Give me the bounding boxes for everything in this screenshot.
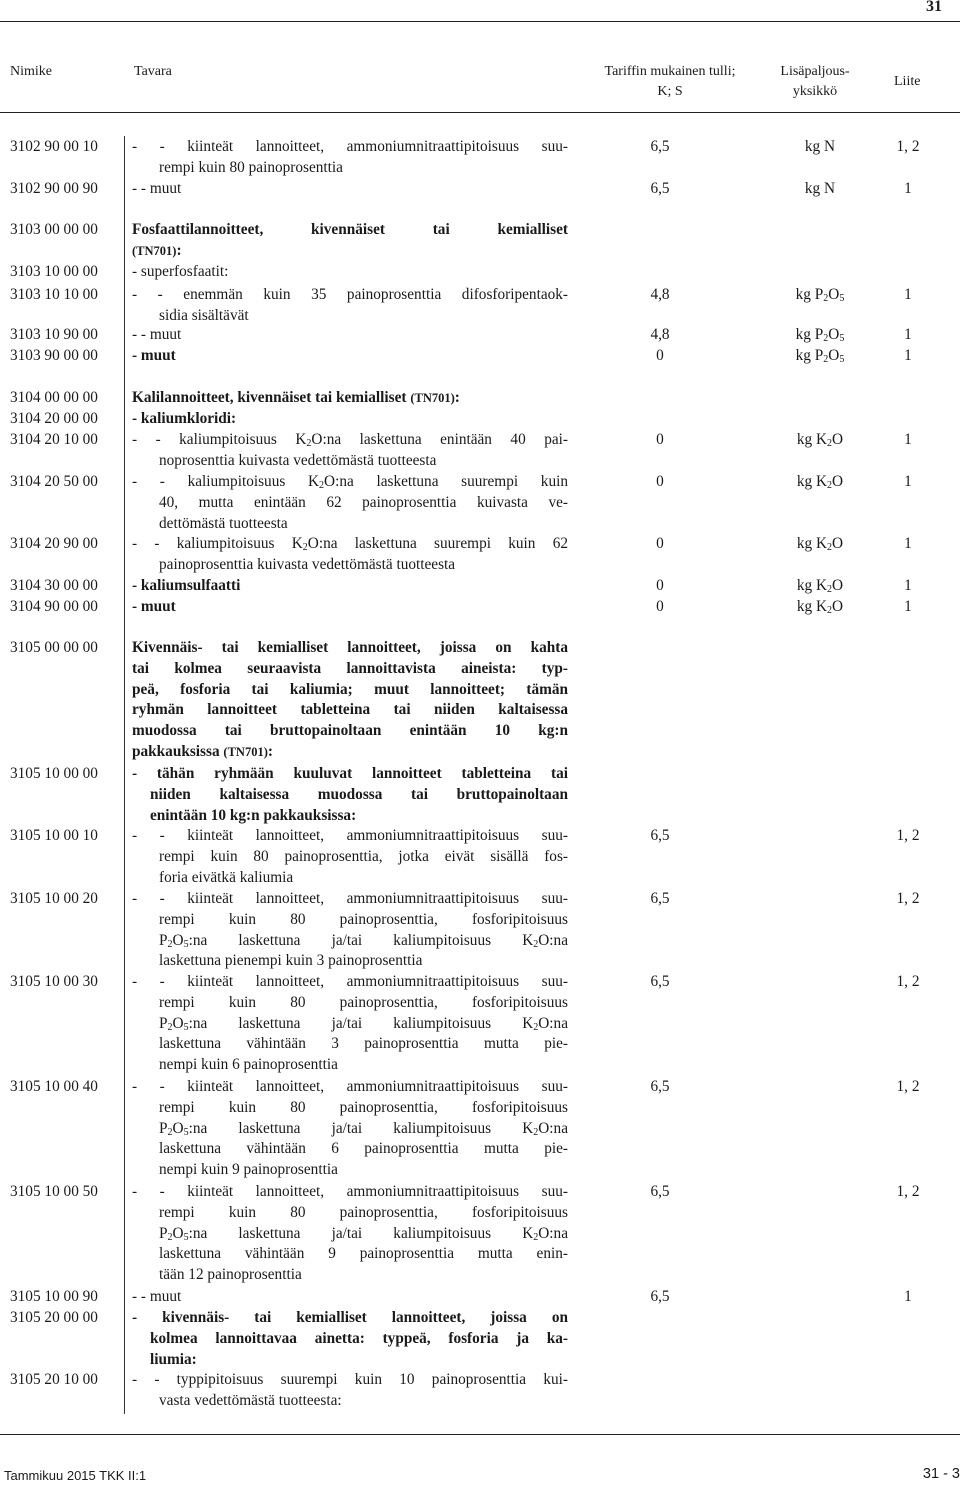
description-line: - - muut: [132, 1288, 182, 1305]
description-line: - - kiinteät lannoitteet, ammoniumnitraattipitoisuus suu-: [132, 827, 568, 844]
tariff-duty: 6,5: [650, 827, 670, 844]
supplementary-unit: kg $P_2O_5$: [795, 326, 845, 344]
header-tulli: [590, 62, 750, 102]
tariff-description: [132, 1287, 568, 1308]
description-line: enintään 10 kg:n pakkauksissa:: [150, 806, 357, 824]
tariff-description: [132, 137, 568, 179]
description-line: - - enemmän kuin 35 painoprosenttia difosforipentaok-: [132, 286, 568, 303]
description-line: - kaliumkloridi:: [132, 410, 237, 427]
tariff-duty: 6,5: [650, 1078, 670, 1095]
tariff-code: 3104 20 10 00: [10, 431, 98, 448]
description-line: muodossa tai bruttopainoltaan enintään 10 kg:n: [132, 722, 568, 740]
tariff-code: 3105 10 00 40: [10, 1078, 98, 1095]
annex-note: 1: [904, 286, 912, 303]
column-divider: [124, 136, 125, 1414]
top-rule: [0, 21, 960, 22]
tariff-code: 3102 90 00 90: [10, 180, 98, 197]
tariff-code: 3105 10 00 10: [10, 827, 98, 844]
header-tulli-line1: Tariffin mukainen tulli;: [604, 64, 736, 79]
description-line: peä, fosforia tai kaliumia; muut lannoitteet; tämän: [132, 680, 568, 698]
annex-note: 1: [904, 473, 912, 490]
tariff-description: [132, 262, 568, 283]
tariff-description: [132, 179, 568, 200]
tariff-duty: 0: [656, 577, 664, 594]
annex-note: 1: [904, 535, 912, 552]
description-line: laskettuna vähintään 6 painoprosenttia mutta pie-: [159, 1140, 568, 1158]
description-line: ryhmän lannoitteet tabletteina tai niiden kaltaisessa: [132, 701, 568, 719]
description-line: - - kiinteät lannoitteet, ammoniumnitraattipitoisuus suu-: [132, 1183, 568, 1200]
description-line: laskettuna vähintään 3 painoprosenttia mutta pie-: [159, 1035, 568, 1053]
description-line: dettömästä tuotteesta: [159, 514, 288, 532]
description-line: $P_2O_5:na$ laskettuna ja/tai kaliumpitoisuus $K_2O:na$: [159, 1014, 568, 1033]
tariff-description: [132, 285, 568, 327]
annex-note: 1, 2: [896, 138, 920, 155]
description-line: Fosfaattilannoitteet, kivennäiset tai kemialliset: [132, 221, 568, 238]
description-line: - kivennäis- tai kemialliset lannoitteet, joissa on: [132, 1309, 568, 1326]
header-lisayksikko-line1: Lisäpaljous-: [780, 64, 850, 79]
description-line: rempi kuin 80 painoprosenttia, fosforipitoisuus: [159, 993, 568, 1011]
tariff-duty: 4,8: [650, 286, 670, 303]
tariff-description: [132, 430, 568, 472]
tariff-code: 3105 10 00 30: [10, 973, 98, 990]
description-line: - - kaliumpitoisuus $K_2O:na$ laskettuna suurempi kuin 62: [132, 535, 568, 553]
tariff-code: 3103 10 90 00: [10, 326, 98, 343]
description-line: rempi kuin 80 painoprosenttia, jotka eivät sisällä fos-: [159, 847, 568, 865]
supplementary-unit: kg N: [804, 138, 836, 155]
tariff-code: 3104 20 50 00: [10, 473, 98, 490]
description-line: sidia sisältävät: [159, 306, 249, 324]
supplementary-unit: kg $P_2O_5$: [795, 286, 845, 304]
description-line: $P_2O_5:na$ laskettuna ja/tai kaliumpitoisuus $K_2O:na$: [159, 1224, 568, 1243]
description-line: laskettuna vähintään 9 painoprosenttia mutta enin-: [159, 1245, 568, 1263]
tariff-description: [132, 472, 568, 534]
tariff-description: [132, 764, 568, 826]
description-line: - - kaliumpitoisuus $K_2O:na$ laskettuna suurempi kuin: [132, 473, 568, 491]
description-line: - - kaliumpitoisuus $K_2O:na$ laskettuna enintään 40 pai-: [132, 431, 568, 449]
supplementary-unit: kg $K_2O$: [796, 598, 844, 616]
tariff-duty: 0: [656, 598, 664, 615]
annex-note: 1, 2: [896, 890, 920, 907]
annex-note: 1: [904, 598, 912, 615]
description-line: niiden kaltaisessa muodossa tai bruttopainoltaan: [150, 785, 568, 803]
footer-left: Tammikuu 2015 TKK II:1: [4, 1468, 147, 1483]
annex-note: 1, 2: [896, 973, 920, 990]
description-line: - - typpipitoisuus suurempi kuin 10 painoprosenttia kui-: [132, 1371, 568, 1388]
description-line: rempi kuin 80 painoprosenttia: [159, 158, 343, 176]
description-line: - superfosfaatit:: [132, 263, 229, 280]
tariff-description: [132, 325, 568, 346]
tariff-description: [132, 972, 568, 1076]
supplementary-unit: kg $K_2O$: [796, 577, 844, 595]
tariff-code: 3104 90 00 00: [10, 598, 98, 615]
tariff-duty: 0: [656, 431, 664, 448]
annex-note: 1: [904, 1288, 912, 1305]
description-line: - kaliumsulfaatti: [132, 577, 241, 594]
description-line: rempi kuin 80 painoprosenttia, fosforipitoisuus: [159, 910, 568, 928]
tariff-duty: 4,8: [650, 326, 670, 343]
tariff-duty: 6,5: [650, 890, 670, 907]
description-line: - muut: [132, 598, 176, 615]
tariff-code: 3105 20 10 00: [10, 1371, 98, 1388]
tariff-code: 3105 10 00 50: [10, 1183, 98, 1200]
tariff-duty: 0: [656, 535, 664, 552]
tariff-code: 3104 00 00 00: [10, 389, 98, 406]
description-line: - tähän ryhmään kuuluvat lannoitteet tabletteina tai: [132, 765, 568, 782]
description-line: 40, mutta enintään 62 painoprosenttia kuivasta ve-: [159, 493, 568, 511]
description-line: - - kiinteät lannoitteet, ammoniumnitraattipitoisuus suu-: [132, 890, 568, 907]
description-line: liumia:: [150, 1350, 197, 1368]
tariff-description: [132, 409, 568, 430]
description-line: kolmea lannoittavaa ainetta: typpeä, fosforia ja ka-: [150, 1329, 568, 1347]
annex-note: 1, 2: [896, 1078, 920, 1095]
header-rule: [0, 112, 960, 113]
annex-note: 1, 2: [896, 827, 920, 844]
annex-note: 1: [904, 180, 912, 197]
description-line: - - muut: [132, 180, 182, 197]
tariff-code: 3103 00 00 00: [10, 221, 98, 238]
description-line: - muut: [132, 347, 176, 364]
tariff-code: 3104 20 00 00: [10, 410, 98, 427]
description-line: rempi kuin 80 painoprosenttia, fosforipitoisuus: [159, 1098, 568, 1116]
description-line: - - kiinteät lannoitteet, ammoniumnitraattipitoisuus suu-: [132, 1078, 568, 1095]
description-line: Kalilannoitteet, kivennäiset tai kemialliset (TN701):: [132, 389, 460, 406]
tariff-code: 3105 10 00 00: [10, 765, 98, 782]
tariff-duty: 6,5: [650, 973, 670, 990]
tariff-description: [132, 638, 568, 763]
description-line: nempi kuin 9 painoprosenttia: [159, 1161, 338, 1179]
description-line: noprosenttia kuivasta vedettömästä tuotteesta: [159, 451, 437, 469]
bottom-rule: [0, 1434, 960, 1435]
page-number: 31: [926, 0, 942, 15]
supplementary-unit: kg $K_2O$: [796, 473, 844, 491]
description-line: tai kolmea seuraavista lannoittavista aineista: typ-: [132, 659, 568, 677]
description-line: (TN701):: [132, 241, 182, 259]
tariff-description: [132, 826, 568, 888]
tariff-description: [132, 889, 568, 972]
tariff-description: [132, 1182, 568, 1286]
tariff-code: 3105 10 00 90: [10, 1288, 98, 1305]
tariff-duty: 0: [656, 347, 664, 364]
annex-note: 1: [904, 577, 912, 594]
tariff-code: 3104 20 90 00: [10, 535, 98, 552]
tariff-description: [132, 576, 568, 597]
tariff-description: [132, 1370, 568, 1412]
tariff-code: 3103 90 00 00: [10, 347, 98, 364]
supplementary-unit: kg $K_2O$: [796, 535, 844, 553]
annex-note: 1: [904, 326, 912, 343]
tariff-description: [132, 220, 568, 262]
tariff-code: 3105 00 00 00: [10, 639, 98, 656]
description-line: tään 12 painoprosenttia: [159, 1266, 302, 1284]
description-line: pakkauksissa (TN701):: [132, 742, 273, 760]
tariff-code: 3103 10 10 00: [10, 286, 98, 303]
tariff-description: [132, 388, 568, 409]
tariff-code: 3105 20 00 00: [10, 1309, 98, 1326]
description-line: laskettuna pienempi kuin 3 painoprosenttia: [159, 952, 423, 970]
description-line: - - muut: [132, 326, 182, 343]
tariff-duty: 0: [656, 473, 664, 490]
header-liite: Liite: [894, 74, 921, 89]
tariff-description: [132, 534, 568, 576]
description-line: painoprosenttia kuivasta vedettömästä tuotteesta: [159, 555, 456, 573]
header-lisayksikko-line2: yksikkö: [792, 84, 838, 99]
header-tavara: Tavara: [134, 64, 172, 79]
supplementary-unit: kg N: [804, 180, 836, 197]
annex-note: 1: [904, 431, 912, 448]
footer-right: 31 - 3: [922, 1466, 960, 1482]
supplementary-unit: kg $K_2O$: [796, 431, 844, 449]
description-line: $P_2O_5:na$ laskettuna ja/tai kaliumpitoisuus $K_2O:na$: [159, 1119, 568, 1138]
description-line: vasta vedettömästä tuotteesta:: [159, 1391, 342, 1409]
tariff-duty: 6,5: [650, 180, 670, 197]
tariff-description: [132, 1077, 568, 1181]
tariff-description: [132, 1308, 568, 1370]
description-line: Kivennäis- tai kemialliset lannoitteet, joissa on kahta: [132, 639, 568, 656]
tariff-code: 3105 10 00 20: [10, 890, 98, 907]
tariff-duty: 6,5: [650, 1288, 670, 1305]
tariff-description: [132, 597, 568, 618]
tariff-duty: 6,5: [650, 1183, 670, 1200]
tariff-code: 3104 30 00 00: [10, 577, 98, 594]
description-line: - - kiinteät lannoitteet, ammoniumnitraattipitoisuus suu-: [132, 138, 568, 155]
description-line: foria eivätkä kaliumia: [159, 868, 294, 886]
tariff-code: 3102 90 00 10: [10, 138, 98, 155]
description-line: - - kiinteät lannoitteet, ammoniumnitraattipitoisuus suu-: [132, 973, 568, 990]
tariff-duty: 6,5: [650, 138, 670, 155]
header-tulli-line2: K; S: [657, 84, 683, 99]
supplementary-unit: kg $P_2O_5$: [795, 347, 845, 365]
description-line: $P_2O_5:na$ laskettuna ja/tai kaliumpitoisuus $K_2O:na$: [159, 931, 568, 950]
annex-note: 1: [904, 347, 912, 364]
header-nimike: Nimike: [10, 64, 52, 79]
header-lisayksikko: [760, 62, 870, 102]
annex-note: 1, 2: [896, 1183, 920, 1200]
description-line: nempi kuin 6 painoprosenttia: [159, 1056, 338, 1074]
tariff-code: 3103 10 00 00: [10, 263, 98, 280]
tariff-description: [132, 346, 568, 367]
description-line: rempi kuin 80 painoprosenttia, fosforipitoisuus: [159, 1203, 568, 1221]
